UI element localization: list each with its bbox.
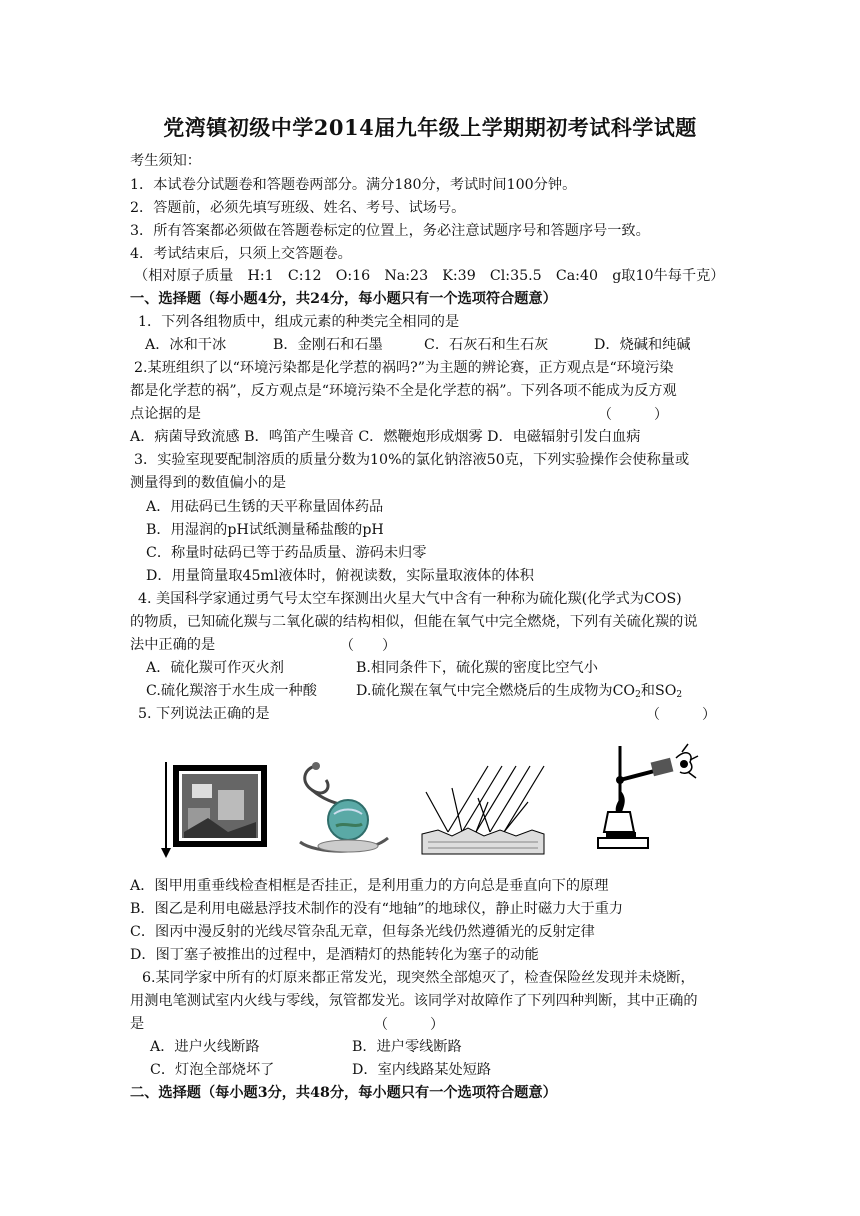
q1-option-c: C．石灰石和生石灰 xyxy=(424,337,549,353)
q4-answer-bracket: （ ） xyxy=(340,638,396,654)
q4-option-d-sub-2: 2 xyxy=(676,690,683,700)
q6-option-d: D．室内线路某处短路 xyxy=(352,1062,492,1078)
q2-line-2: 都是化学惹的祸”，反方观点是“环境污染不全是化学惹的祸”。下列各项不能成为反方观 xyxy=(130,383,677,399)
q4-option-d xyxy=(356,681,682,705)
q5-figures xyxy=(0,740,860,860)
notice-heading: 考生须知： xyxy=(130,153,201,169)
q2-line-1: 2.某班组织了以“环境污染都是化学惹的祸吗?”为主题的辨论赛，正方观点是“环境污染 xyxy=(134,360,674,376)
q5-answer-bracket: （ ） xyxy=(646,707,716,723)
q4-line-3: 法中正确的是 xyxy=(130,637,216,653)
q4-option-d-sub-1: 2 xyxy=(635,690,641,700)
q6-option-a: A．进户火线断路 xyxy=(150,1039,260,1055)
notice-item-3: 3．所有答案都必须做在答题卷标定的位置上，务必注意试题序号和答题序号一致。 xyxy=(130,223,650,239)
q4-option-d-mid: 和SO xyxy=(640,683,677,699)
exam-title: 党湾镇初级中学2014届九年级上学期期初考试科学试题 xyxy=(163,115,697,140)
notice-item-4: 4．考试结束后，只须上交答题卷。 xyxy=(130,246,352,262)
q5-option-b: B．图乙是利用电磁悬浮技术制作的没有“地轴”的地球仪，静止时磁力大于重力 xyxy=(130,901,624,917)
section-1-heading: 一、选择题（每小题4分，共24分，每小题只有一个选项符合题意） xyxy=(130,291,557,307)
q3-line-2: 测量得到的数值偏小的是 xyxy=(130,475,287,491)
q4-option-a: A．硫化羰可作灭火剂 xyxy=(146,660,284,676)
q6-line-1: 6.某同学家中所有的灯原来都正常发光，现突然全部熄灭了，检查保险丝发现并未烧断， xyxy=(142,970,695,986)
q1-option-d: D．烧碱和纯碱 xyxy=(594,337,691,353)
q3-line-1: 3．实验室现要配制溶质的质量分数为10%的氯化钠溶液50克，下列实验操作会使称量或 xyxy=(134,452,690,468)
q3-option-a: A．用砝码已生锈的天平称量固体药品 xyxy=(146,499,384,515)
q4-line-1: 4. 美国科学家通过勇气号太空车探测出火星大气中含有一种称为硫化羰(化学式为COS) xyxy=(138,591,682,607)
q6-option-c: C．灯泡全部烧坏了 xyxy=(150,1062,275,1078)
q6-answer-bracket: （ ） xyxy=(374,1017,444,1033)
atomic-mass-note: （相对原子质量 H:1 C:12 O:16 Na:23 K:39 Cl:35.5 Ca:40 g取10牛每千克） xyxy=(134,268,725,284)
q4-option-c: C.硫化羰溶于水生成一种酸 xyxy=(146,683,317,699)
q1-option-b: B．金刚石和石墨 xyxy=(273,337,383,353)
figure-floating-globe xyxy=(296,758,396,862)
q2-options: A．病菌导致流感 B．鸣笛产生噪音 C．燃鞭炮形成烟雾 D．电磁辐射引发白血病 xyxy=(130,429,641,445)
q4-option-d-text: D.硫化羰在氧气中完全燃烧后的生成物为CO xyxy=(356,683,636,699)
figure-test-tube-stopper xyxy=(590,740,700,858)
q2-line-3: 点论据的是 xyxy=(130,406,201,422)
q6-line-3: 是 xyxy=(130,1016,145,1032)
q3-option-d: D．用量筒量取45ml液体时，俯视读数，实际量取液体的体积 xyxy=(146,568,534,584)
figure-plumb-line-frame xyxy=(158,760,268,860)
q6-option-b: B．进户零线断路 xyxy=(352,1039,462,1055)
q5-option-d: D．图丁塞子被推出的过程中，是酒精灯的热能转化为塞子的动能 xyxy=(130,947,539,963)
notice-item-1: 1．本试卷分试题卷和答题卷两部分。满分180分，考试时间100分钟。 xyxy=(130,177,577,193)
figure-diffuse-reflection xyxy=(418,762,548,858)
q5-stem: 5. 下列说法正确的是 xyxy=(138,706,270,722)
section-2-heading: 二、选择题（每小题3分，共48分，每小题只有一个选项符合题意） xyxy=(130,1085,557,1101)
q3-option-c: C．称量时砝码已等于药品质量、游码未归零 xyxy=(146,545,427,561)
notice-item-2: 2．答题前，必须先填写班级、姓名、考号、试场号。 xyxy=(130,200,466,216)
q4-option-b: B.相同条件下，硫化羰的密度比空气小 xyxy=(356,660,598,676)
q5-option-a: A．图甲用重垂线检查相框是否挂正，是利用重力的方向总是垂直向下的原理 xyxy=(130,878,609,894)
q5-option-c: C．图丙中漫反射的光线尽管杂乱无章，但每条光线仍然遵循光的反射定律 xyxy=(130,924,595,940)
q3-option-b: B．用湿润的pH试纸测量稀盐酸的pH xyxy=(146,522,384,538)
q1-stem: 1．下列各组物质中，组成元素的种类完全相同的是 xyxy=(138,314,460,330)
q4-line-2: 的物质，已知硫化羰与二氧化碳的结构相似，但能在氧气中完全燃烧，下列有关硫化羰的说 xyxy=(130,614,698,630)
q6-line-2: 用测电笔测试室内火线与零线，氖管都发光。该同学对故障作了下列四种判断，其中正确的 xyxy=(130,993,698,1009)
q2-answer-bracket: （ ） xyxy=(598,407,668,423)
q1-option-a: A．冰和干冰 xyxy=(145,337,227,353)
